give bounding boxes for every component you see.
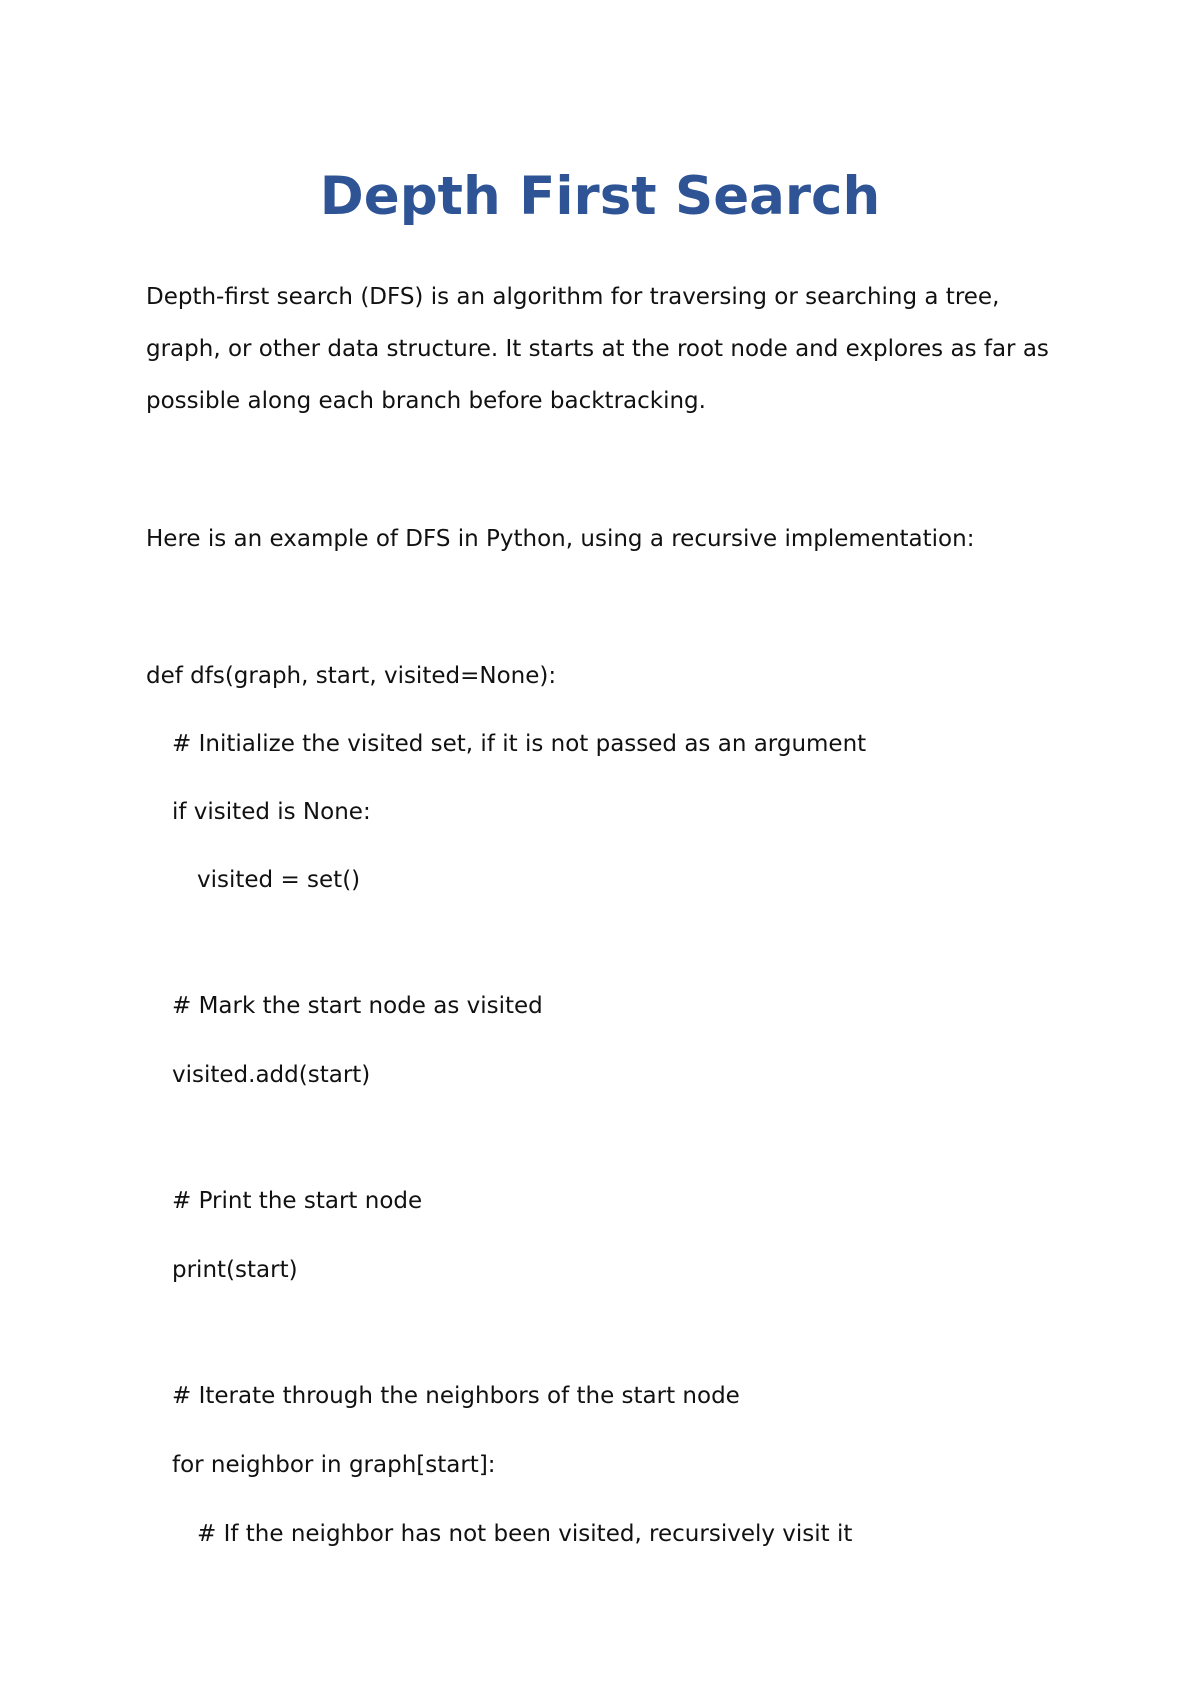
code-line-10: for neighbor in graph[start]: [172,1452,496,1478]
code-line-11: # If the neighbor has not been visited, recursively visit it [197,1521,853,1547]
code-line-3: if visited is None: [172,799,371,825]
intro-line-1: Depth-first search (DFS) is an algorithm for traversing or searching a tree, [146,284,1000,310]
document-title: Depth First Search [319,166,881,227]
code-line-5: # Mark the start node as visited [172,993,543,1019]
example-intro: Here is an example of DFS in Python, using a recursive implementation: [146,526,975,552]
code-line-9: # Iterate through the neighbors of the start node [172,1383,740,1409]
code-line-6: visited.add(start) [172,1062,371,1088]
code-line-7: # Print the start node [172,1188,423,1214]
code-line-8: print(start) [172,1257,298,1283]
code-line-1: def dfs(graph, start, visited=None): [146,663,557,689]
intro-line-2: graph, or other data structure. It starts at the root node and explores as far as [146,336,1049,362]
code-line-4: visited = set() [197,867,361,893]
intro-line-3: possible along each branch before backtracking. [146,388,706,414]
code-line-2: # Initialize the visited set, if it is not passed as an argument [172,731,867,757]
